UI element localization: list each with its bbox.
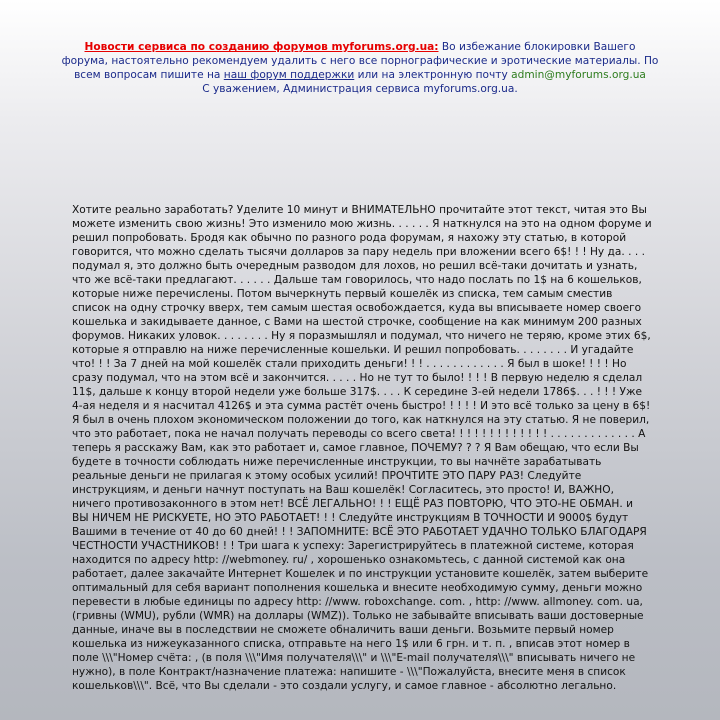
support-forum-link[interactable]: наш форум поддержки	[223, 69, 355, 81]
notice-text-2: или на электронную почту	[354, 69, 512, 81]
notice-signature: С уважением, Администрация сервиса myforums.org.ua.	[202, 83, 518, 95]
article-body: Хотите реально заработать? Уделите 10 минут и ВНИМАТЕЛЬНО прочитайте этот текст, читая это Вы можете изменить свою жизнь! Это изменило мою жизнь. . . . . . Я наткнулся на это на одном форуме и решил попробовать. Бродя как обычно по разного рода форумам, я нахожу эту статью, в которой говорится, что можно сделать тысячи долларов за пару недель при вложении всего 6$! ! ! Ну да. . . . подумал я, это должно быть очередным разводом для лохов, но решил всё-таки дочитать и узнать, что же всё-таки предлагают. . . . . . Дальше там говорилось, что надо послать по 1$ на 6 кошельков, которые ниже перечислены. Потом вычеркнуть первый кошелёк из списка, тем самым сместив список на одну строчку вверх, тем самым шестая освобождается, куда вы вписываете номер своего кошелька и закидываете данное, с Вами на шестой строчке, сообщение на как минимум 200 разных форумов. Никаких уловок. . . . . . . . Ну я поразмышлял и подумал, что ничего не теряю, кроме этих 6$, которые я отправлю на ниже перечисленные кошельки. И решил попробовать. . . . . . . . И угадайте что! ! ! За 7 дней на мой кошелёк стали приходить деньги! ! ! . . . . . . . . . . . . Я был в шоке! ! ! ! Но сразу подумал, что на этом всё и закончится. . . . . Но не тут то было! ! ! ! В первую неделю я сделал 11$, дальше к концу второй недели уже больше 317$. . . . К середине 3-ей недели 1786$. . . ! ! ! Уже 4-ая неделя и я насчитал 4126$ и эта сумма растёт очень быстро! ! ! ! ! И это всё только за цену в 6$! Я был в очень плохом экономическом положении до того, как наткнулся на эту статью. Я не поверил, что это работает, пока не начал получать переводы со всего света! ! ! ! ! ! ! ! ! ! ! ! ! . . . . . . . . . . . . . А теперь я расскажу Вам, как это работает и, самое главное, ПОЧЕМУ? ? ? Я Вам обещаю, что если Вы будете в точности соблюдать ниже перечисленные инструкции, то вы начнёте зарабатывать реальные деньги не прилагая к этому особых усилий! ПРОЧТИТЕ ЭТО ПАРУ РАЗ! Следуйте инструкциям, и деньги начнут поступать на Ваш кошелёк! Согласитесь, это просто! И, ВАЖНО, ничего противозаконного в этом нет! ВСЁ ЛЕГАЛЬНО! ! ! ЕЩЁ РАЗ ПОВТОРЮ, ЧТО ЭТО-НЕ ОБМАН. и ВЫ НИЧЕМ НЕ РИСКУЕТЕ, НО ЭТО РАБОТАЕТ! ! ! Следуйте инструкциям В ТОЧНОСТИ И 9000$ будут Вашими в течение от 40 до 60 дней! ! ! ЗАПОМНИТЕ: ВСЁ ЭТО РАБОТАЕТ УДАЧНО ТОЛЬКО БЛАГОДАРЯ ЧЕСТНОСТИ УЧАСТНИКОВ! ! ! Три шага к успеху: Зарегистрируйтесь в платежной системе, которая находится по адресу http: //webmoney. ru/ , хорошенько ознакомьтесь, с данной системой как она работает, далее закачайте Интернет Кошелек и по инструкции установите кошелёк, затем выберите оптимальный для себя вариант пополнения кошелька и внесите необходимую сумму, деньги можно перевести в любые единицы по адресу http: //www. roboxchange. com. , http: //www. allmoney. com. ua, (гривны (WMU), рубли (WMR) на доллары (WMZ)). Только не забывайте вписывать ваши достоверные данные, иначе вы в последствии не сможете обналичить ваши деньги. Возьмите первый номер кошелька из нижеуказанного списка, отправьте на него 1$ или 6 грн. и т. п. , вписав этот номер в поле \\\"Номер счёта: , (в поля \\\"Имя получателя\\\" и \\\"E-mail получателя\\\" вписывать ничего не нужно), в поле Контракт/назначение платежа: напишите - \\\"Пожалуйста, внесите меня в список кошельков\\\". Всё, что Вы сделали - это создали услугу, и самое главное - абсолютно легально.	[72, 204, 652, 692]
notice-text-1: Во избежание блокировки Вашего форума, настоятельно рекомендуем удалить с него все порнографические и эротические материалы. По всем вопросам пишите на	[61, 41, 659, 81]
notice-title[interactable]: Новости сервиса по созданию форумов myforums.org.ua:	[84, 41, 439, 53]
admin-email-link[interactable]: admin@myforums.org.ua	[511, 69, 646, 81]
service-notice	[60, 40, 660, 96]
